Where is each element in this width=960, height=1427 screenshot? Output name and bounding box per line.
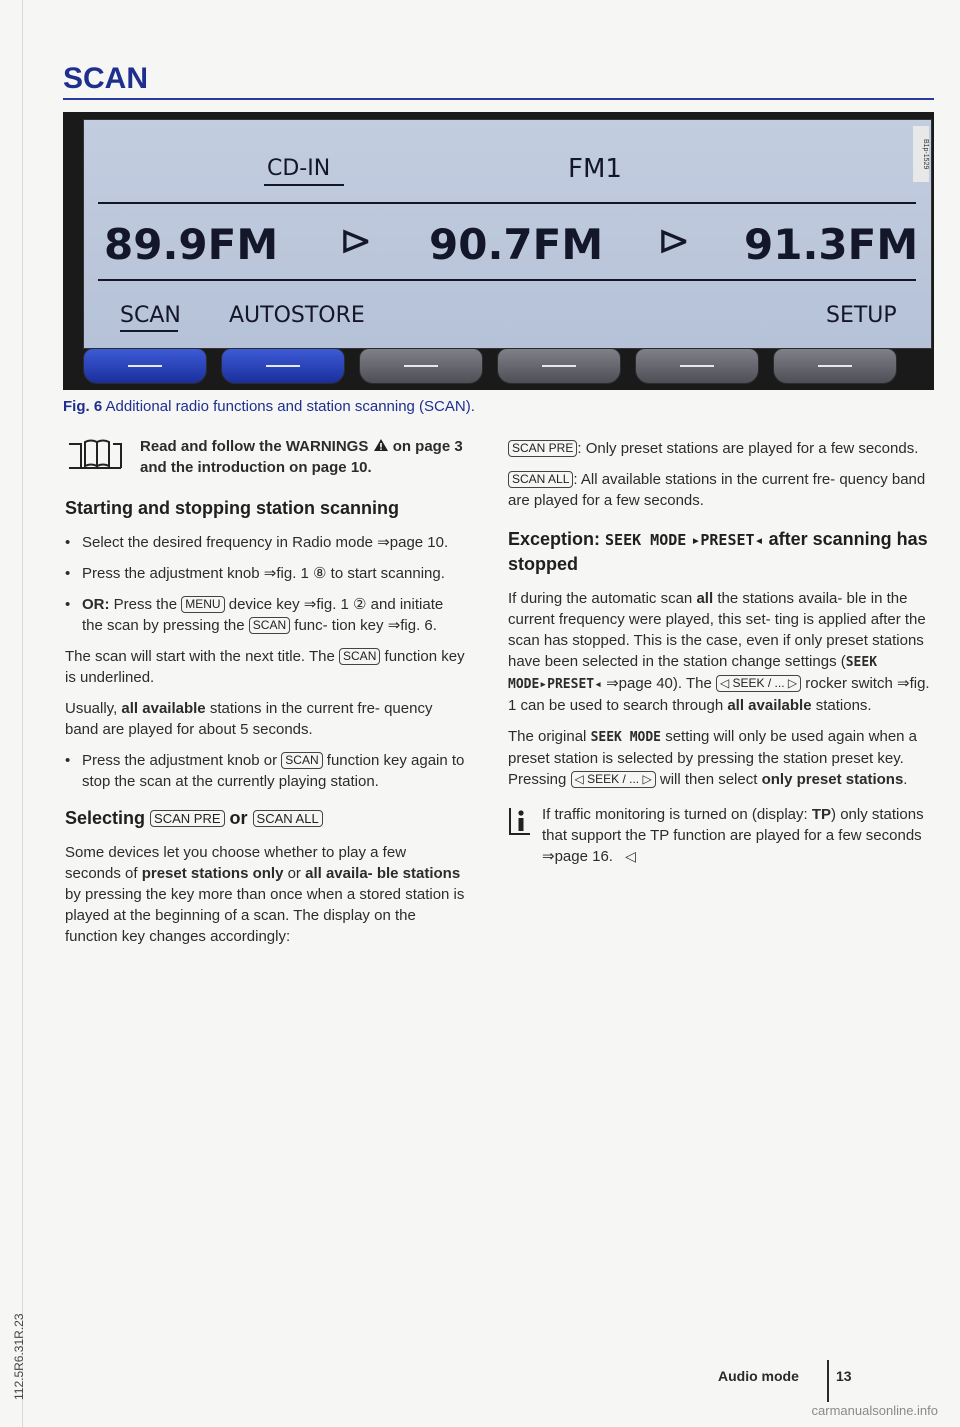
key-badge-scan-all: SCAN ALL [253, 810, 323, 827]
seek-mode-setting: SEEK MODE [590, 730, 662, 745]
info-icon [508, 806, 532, 836]
function-key-4 [497, 348, 621, 384]
scan-underline [120, 330, 178, 332]
section-heading-exception [508, 527, 930, 576]
text-span: to start scanning. [330, 565, 445, 582]
text-span: Some devices let you choose whether to play a few seconds of [65, 844, 407, 882]
watermark: carmanualsonline.info [811, 1403, 938, 1418]
text-span: function key is underlined. [65, 648, 465, 686]
function-keys-row [63, 344, 934, 384]
figure-code: B1p-1529 [913, 126, 929, 182]
text-span: Press the adjustment knob [82, 565, 260, 582]
text-span: by pressing the key more than once when a stored station is played at the beginning of a scan. The display on the function key changes accordingly: [65, 886, 465, 945]
screen-divider-bottom [98, 279, 916, 281]
page-number: 13 [836, 1368, 852, 1384]
text-span: stations in the current fre- quency band are played for about 5 seconds. [65, 700, 433, 738]
section-heading-selecting [65, 806, 465, 830]
next-arrow-icon: ⊳ [339, 218, 373, 264]
key-dash [128, 365, 162, 367]
function-key-scan-label: SCAN [120, 303, 181, 328]
footer-section-label: Audio mode [718, 1368, 799, 1384]
figure-reference-link[interactable]: ⇒fig. 6. [387, 617, 437, 634]
page-reference-link[interactable]: ⇒page 40). The [606, 675, 712, 692]
bold-text: TP [811, 806, 832, 823]
radio-display-figure [63, 112, 934, 390]
book-icon [67, 438, 127, 472]
key-badge-scan: SCAN [281, 752, 322, 769]
section-heading-start-stop: Starting and stopping station scanning [65, 498, 400, 518]
paragraph [65, 646, 465, 688]
text-span: Select the desired frequency in Radio mode [82, 534, 374, 551]
heading-word: Selecting [65, 808, 146, 828]
figure-reference-link[interactable]: ⇒fig. 1 [508, 675, 930, 714]
left-column [65, 436, 465, 957]
key-badge-scan: SCAN [339, 648, 380, 665]
text-span: Press the [113, 596, 178, 613]
text-span: the stations availa- ble in the current frequency were played, this set- ting is applied after the scan has stopped. This is the case, even if only preset stations have been selected in the station change settings ( [508, 590, 926, 670]
text-span: function key again to stop the scan at the currently playing station. [82, 752, 465, 790]
text-span: Usually, [65, 700, 118, 717]
function-key-setup-label: SETUP [826, 303, 897, 328]
figure-caption [63, 398, 475, 415]
function-key-5 [635, 348, 759, 384]
info-note [508, 804, 930, 867]
seek-mode-setting: SEEK MODE▸PRESET◂ [508, 655, 878, 692]
source-cd-label: CD-IN [267, 156, 331, 181]
info-text [508, 804, 930, 867]
text-span: func- tion key [294, 617, 384, 634]
key-dash [680, 365, 714, 367]
key-badge-scan-pre: SCAN PRE [150, 810, 224, 827]
key-badge-seek: ◁ SEEK / ... ▷ [571, 771, 656, 788]
bold-text: all availa- ble stations [305, 865, 461, 882]
text-span: The scan will start with the next title. The [65, 648, 335, 665]
function-key-6 [773, 348, 897, 384]
key-badge-menu: MENU [181, 596, 224, 613]
bold-text: preset stations only [141, 865, 284, 882]
text-span: ) only stations that support the TP function are played for a few seconds ⇒page 16. [542, 806, 924, 865]
list-item [65, 532, 465, 553]
text-span: setting will only be used again when a preset station is selected by pressing the station preset key. Pressing [508, 728, 918, 788]
list-item [65, 563, 465, 584]
heading-preset: ▸PRESET◂ [691, 531, 764, 549]
key-dash [266, 365, 300, 367]
source-fm-label: FM1 [568, 154, 622, 184]
key-badge-scan: SCAN [249, 617, 290, 634]
margin-rule [22, 0, 23, 1427]
or-label: OR: [82, 596, 110, 613]
text-span: stations. [815, 697, 872, 714]
heading-part: Exception: [508, 529, 601, 549]
figure-label: Fig. 6 [63, 398, 103, 415]
bold-text: only preset stations [761, 771, 904, 788]
function-key-1 [83, 348, 207, 384]
text-span: and initiate the scan by pressing the [82, 596, 444, 634]
key-dash [404, 365, 438, 367]
bold-text: all [696, 590, 714, 607]
warning-note [65, 436, 465, 478]
page-title: SCAN [63, 62, 149, 95]
function-key-autostore-label: AUTOSTORE [229, 303, 365, 328]
radio-screen [83, 119, 930, 444]
text-span: or [287, 865, 301, 882]
key-badge-scan-pre: SCAN PRE [508, 440, 577, 457]
key-dash [818, 365, 852, 367]
right-column [508, 438, 930, 867]
figure-reference-link[interactable]: ⇒fig. 1 ⑧ [263, 565, 327, 582]
text-span: device key [228, 596, 300, 613]
heading-seek-mode: SEEK MODE [605, 531, 687, 549]
list-item [65, 750, 465, 792]
heading-or: or [229, 808, 248, 828]
text-span: The original [508, 728, 587, 745]
paragraph [508, 438, 930, 459]
heading-part: after scanning has stopped [508, 529, 928, 574]
frequency-3: 91.3FM [744, 220, 919, 269]
title-divider [63, 98, 934, 100]
figure-caption-text: Additional radio functions and station scanning (SCAN). [105, 398, 475, 415]
document-code: 112.5R6.31R.23 [12, 1313, 26, 1400]
text-span: If during the automatic scan [508, 590, 693, 607]
frequency-1: 89.9FM [104, 220, 279, 269]
paragraph [508, 469, 930, 511]
key-dash [542, 365, 576, 367]
text-span: If traffic monitoring is turned on (display: [542, 806, 808, 823]
paragraph [65, 698, 465, 740]
section-end-icon: ◁ [625, 848, 636, 864]
paragraph [508, 588, 930, 716]
text-span: rocker switch [805, 675, 893, 692]
text-span: : All available stations in the current fre- quency band are played for a few seconds. [508, 471, 926, 509]
warning-text-2: on page 3 and the introduction on page 10. [140, 438, 463, 476]
text-span: will then select [659, 771, 758, 788]
next-arrow-icon: ⊳ [657, 218, 691, 264]
warning-icon [373, 438, 389, 452]
text-span: Press the adjustment knob or [82, 752, 278, 769]
function-key-3 [359, 348, 483, 384]
text-span: . [903, 771, 908, 788]
text-span: can be used to search through [520, 697, 724, 714]
warning-text-1: Read and follow the WARNINGS [140, 438, 369, 455]
text-span: : Only preset stations are played for a few seconds. [577, 440, 919, 457]
bold-text: all available [121, 700, 206, 717]
figure-reference-link[interactable]: ⇒fig. 1 ② [303, 596, 367, 613]
key-badge-scan-all: SCAN ALL [508, 471, 573, 488]
frequency-2: 90.7FM [429, 220, 604, 269]
list-item [65, 594, 465, 636]
radio-screen-panel [83, 119, 932, 349]
function-key-2 [221, 348, 345, 384]
bold-text: all available [727, 697, 812, 714]
screen-divider-top [98, 202, 916, 204]
paragraph [65, 842, 465, 947]
paragraph [508, 726, 930, 790]
footer-divider [827, 1360, 829, 1402]
page-reference-link[interactable]: ⇒page 10. [377, 534, 449, 551]
source-cd-underline [264, 184, 344, 186]
key-badge-seek: ◁ SEEK / ... ▷ [716, 675, 801, 692]
